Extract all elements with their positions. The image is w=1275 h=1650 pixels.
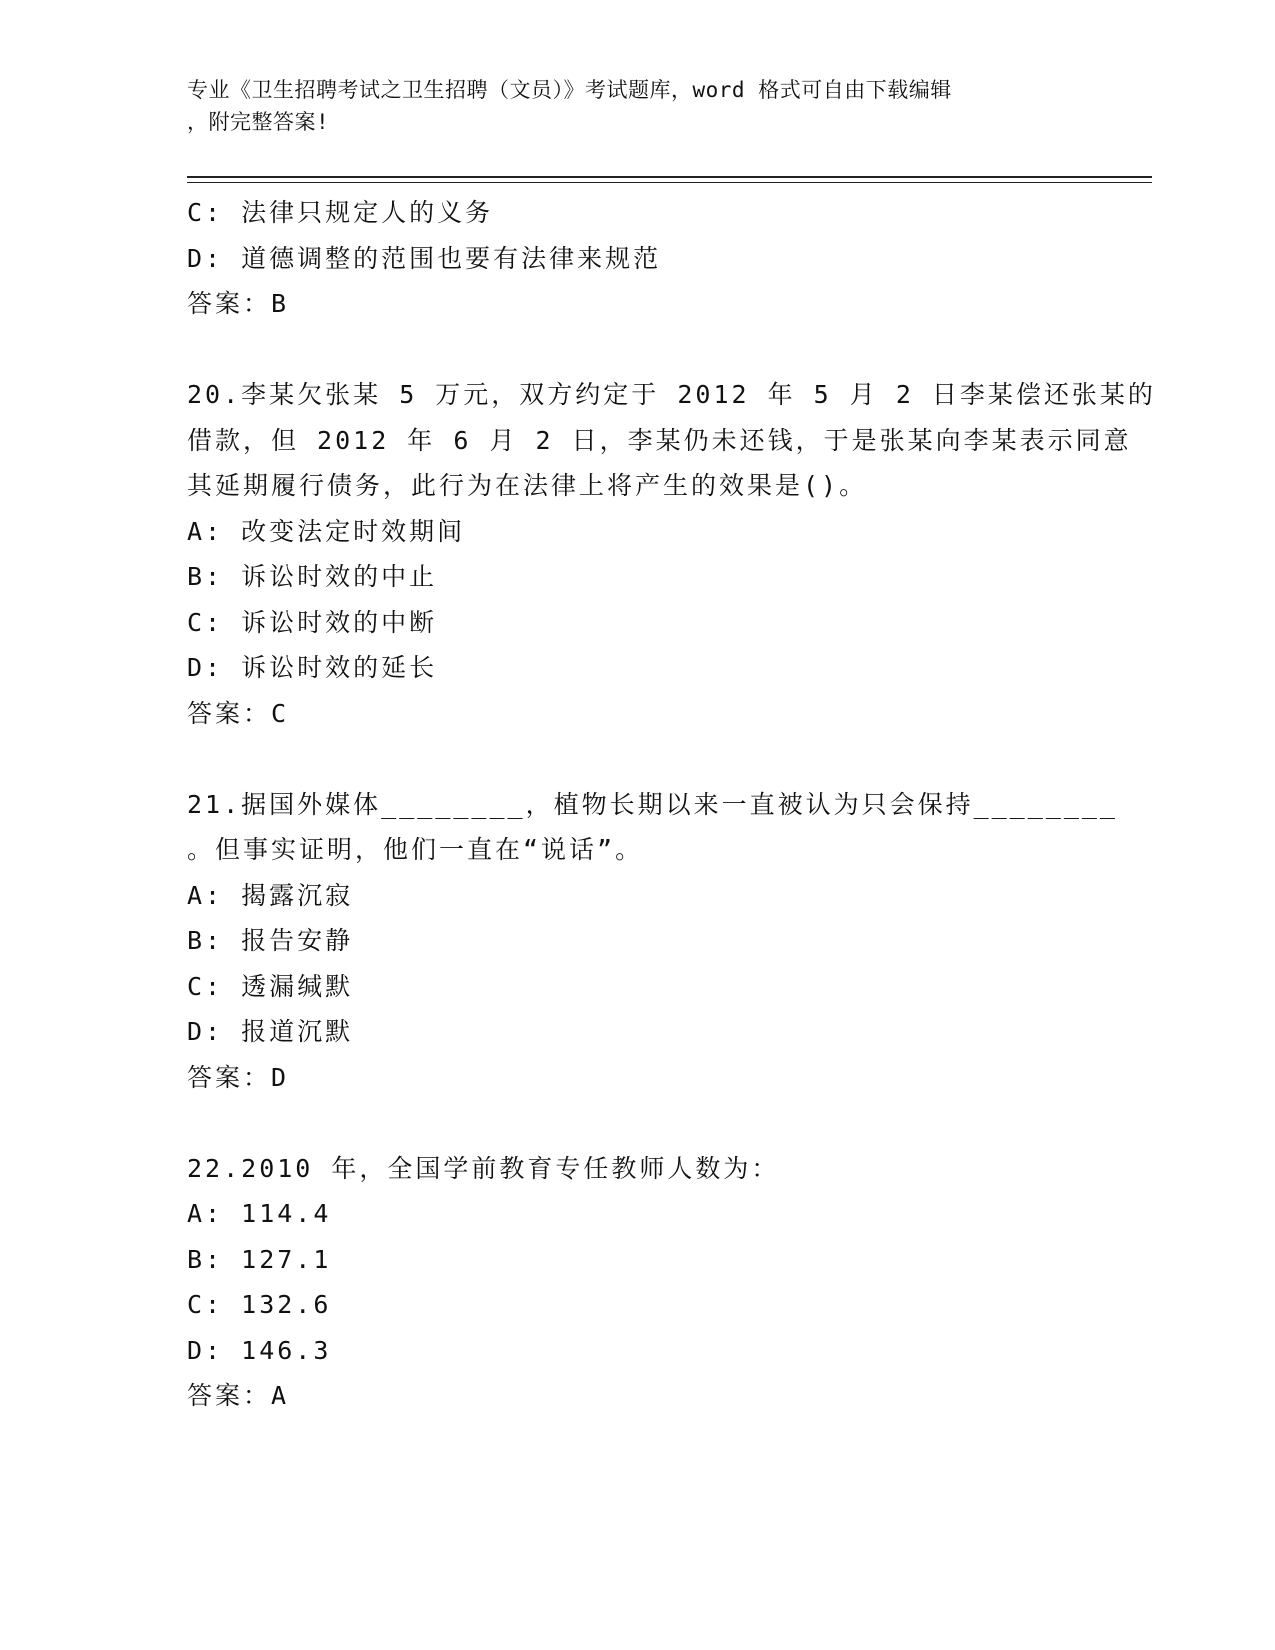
question-19 xyxy=(187,190,1087,327)
option-c: C: 132.6 xyxy=(187,1290,332,1319)
question-20 xyxy=(187,372,1156,736)
question-stem-line: 其延期履行债务，此行为在法律上将产生的效果是()。 xyxy=(187,471,868,500)
option-a: A: 揭露沉寂 xyxy=(187,880,354,910)
question-stem-line: 21.据国外媒体________，植物长期以来一直被认为只会保持________ xyxy=(187,789,1118,819)
spacer xyxy=(187,736,1087,782)
document-header xyxy=(187,74,1067,138)
option-b: B: 诉讼时效的中止 xyxy=(187,562,438,591)
option-c: C: 透漏缄默 xyxy=(187,971,354,1001)
answer: 答案：C xyxy=(187,698,290,728)
option-c: C: 诉讼时效的中断 xyxy=(187,607,438,637)
question-stem-line: 借款，但 2012 年 6 月 2 日，李某仍未还钱，于是张某向李某表示同意 xyxy=(187,425,1132,455)
option-d: D: 诉讼时效的延长 xyxy=(187,653,438,682)
question-stem-line: 。但事实证明，他们一直在“说话”。 xyxy=(187,835,644,864)
question-stem-line: 20.李某欠张某 5 万元，双方约定于 2012 年 5 月 2 日李某偿还张某的 xyxy=(187,380,1156,409)
spacer xyxy=(187,327,1087,373)
option-b: B: 127.1 xyxy=(187,1244,332,1274)
option-d: D: 报道沉默 xyxy=(187,1017,354,1046)
header-line-2: ，附完整答案! xyxy=(187,110,330,134)
spacer xyxy=(187,1100,1087,1146)
option-d: D: 146.3 xyxy=(187,1335,332,1365)
header-rule-thick xyxy=(187,176,1152,178)
option-d: D: 道德调整的范围也要有法律来规范 xyxy=(187,243,662,273)
option-c: C: 法律只规定人的义务 xyxy=(187,198,494,227)
option-b: B: 报告安静 xyxy=(187,926,354,955)
option-a: A: 改变法定时效期间 xyxy=(187,516,466,546)
option-a: A: 114.4 xyxy=(187,1199,332,1228)
question-22 xyxy=(187,1146,1087,1419)
header-rule-thin xyxy=(187,182,1152,183)
question-list xyxy=(187,190,1156,1419)
answer: 答案：A xyxy=(187,1381,290,1410)
answer: 答案：D xyxy=(187,1062,290,1092)
question-stem-line: 22.2010 年，全国学前教育专任教师人数为： xyxy=(187,1153,780,1183)
header-line-1: 专业《卫生招聘考试之卫生招聘（文员）》考试题库，word 格式可自由下载编辑 xyxy=(187,78,952,102)
question-21 xyxy=(187,782,1118,1101)
answer: 答案：B xyxy=(187,289,290,318)
